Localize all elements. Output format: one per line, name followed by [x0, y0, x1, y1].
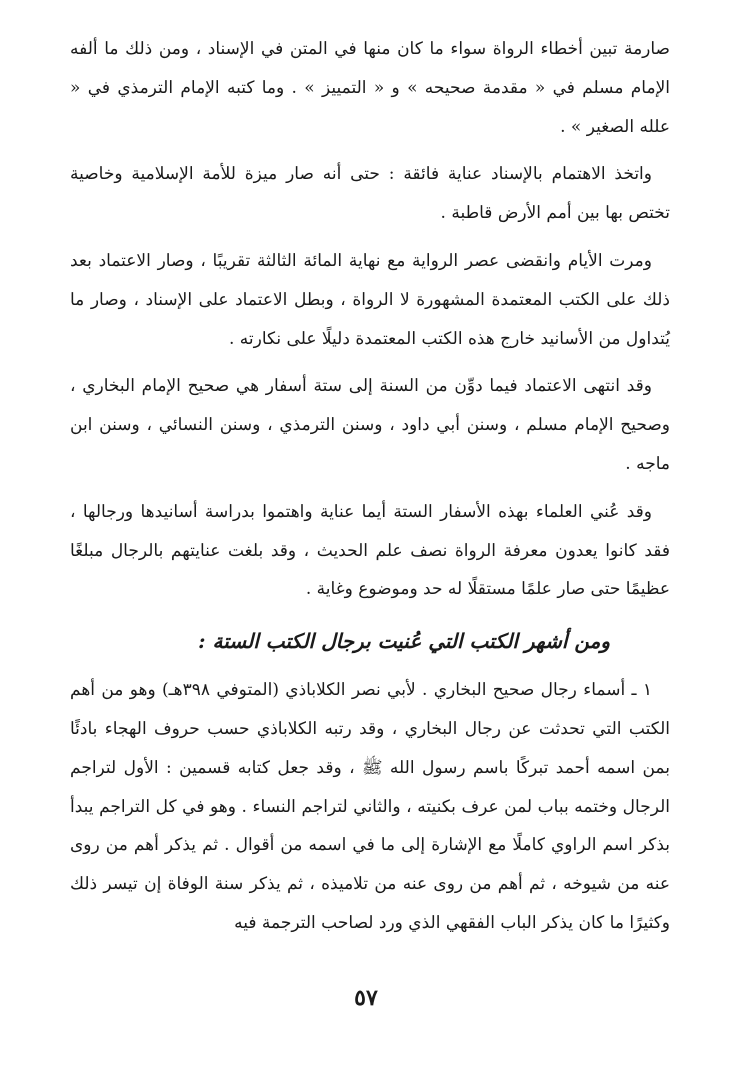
paragraph-5: وقد عُني العلماء بهذه الأسفار الستة أيما عناية واهتموا بدراسة أسانيدها ورجالها ، فقد كانوا يعدون معرفة الرواة نصف علم الحديث ، وقد بلغت عنايتهم بالرجال مبلغًا عظيمًا حتى صار علمًا مستقلًا له حد وموضوع وغاية . — [70, 501, 670, 600]
paragraph-2: واتخذ الاهتمام بالإسناد عناية فائقة : حتى أنه صار ميزة للأمة الإسلامية وخاصية تختص بها بين أمم الأرض قاطبة . — [70, 164, 670, 224]
paragraph-6: ١ ـ أسماء رجال صحيح البخاري . لأبي نصر الكلاباذي (المتوفي ٣٩٨هـ) وهو من أهم الكتب التي تحدثت عن رجال البخاري ، وقد رتبه الكلاباذي حسب حروف الهجاء بادئًا بمن اسمه أحمد تبركًا باسم رسول الله ﷺ ، وقد جعل كتابه قسمين : الأول لتراجم الرجال وختمه بباب لمن عرف بكنيته ، والثاني لتراجم النساء . وهو في كل التراجم يبدأ بذكر اسم الراوي كاملًا مع الإشارة إلى ما في اسمه من أقوال . ثم يذكر أهم من روى عنه من شيوخه ، ثم أهم من روى عنه من تلاميذه ، ثم يذكر سنة الوفاة إن تيسر ذلك وكثيرًا ما كان يذكر الباب الفقهي الذي ورد لصاحب الترجمة فيه — [70, 680, 670, 933]
section-heading: ومن أشهر الكتب التي عُنيت برجال الكتب الستة : — [198, 629, 610, 654]
paragraph-1: صارمة تبين أخطاء الرواة سواء ما كان منها في المتن في الإسناد ، ومن ذلك ما ألفه الإمام مسلم في « مقدمة صحيحه » و « التمييز » . وما كتبه الإمام الترمذي في « علله الصغير » . — [70, 39, 670, 137]
paragraph-4: وقد انتهى الاعتماد فيما دوِّن من السنة إلى ستة أسفار هي صحيح الإمام البخاري ، وصحيح الإمام مسلم ، وسنن أبي داود ، وسنن الترمذي ، وسنن النسائي ، وسنن ابن ماجه . — [70, 376, 670, 474]
paragraph-3: ومرت الأيام وانقضى عصر الرواية مع نهاية المائة الثالثة تقريبًا ، وصار الاعتماد بعد ذلك على الكتب المعتمدة المشهورة لا الرواة ، وبطل الاعتماد على الإسناد ، وصار ما يُتداول من الأسانيد خارج هذه الكتب المعتمدة دليلًا على نكارته . — [70, 250, 670, 349]
page-number: ٥٧ — [354, 985, 378, 1011]
page-body — [70, 30, 670, 943]
